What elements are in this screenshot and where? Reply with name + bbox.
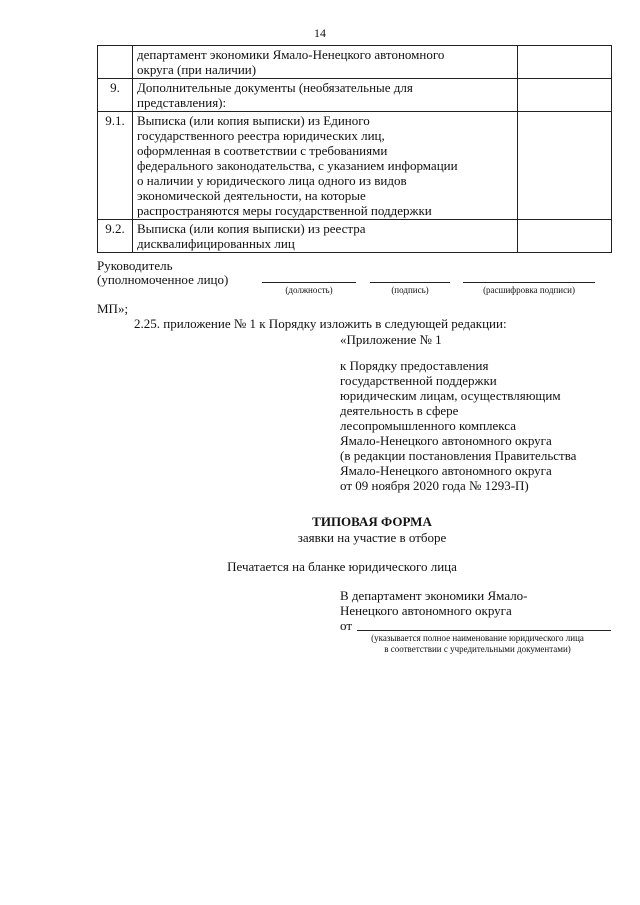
sender-note-line: (указывается полное наименование юридического лица <box>371 633 584 643</box>
table-row <box>98 46 612 79</box>
row-text-line: о наличии у юридического лица одного из видов <box>137 173 407 188</box>
appendix-ref-line: от 09 ноября 2020 года № 1293-П) <box>340 478 529 493</box>
form-title: ТИПОВАЯ ФОРМА <box>312 514 432 529</box>
page-number: 14 <box>314 26 326 40</box>
appendix-ref-line: юридическим лицам, осуществляющим <box>340 388 561 403</box>
form-subtitle: заявки на участие в отборе <box>297 530 447 545</box>
stamp-mark: МП»; <box>97 301 129 316</box>
row-mark-cell <box>518 112 612 220</box>
row-mark-cell <box>518 220 612 253</box>
row-text-line: оформленная в соответствии с требованиями <box>137 143 388 158</box>
documents-table <box>97 45 612 253</box>
appendix-ref-line: лесопромышленного комплекса <box>340 418 517 433</box>
row-text-line: департамент экономики Ямало-Ненецкого автономного <box>137 47 445 62</box>
row-text-line: Выписка (или копия выписки) из Единого <box>137 113 370 128</box>
addressee-line-2: Ненецкого автономного округа <box>340 603 512 618</box>
row-text <box>133 112 518 220</box>
signer-subtitle: (уполномоченное лицо) <box>97 272 229 287</box>
row-text-line: дисквалифицированных лиц <box>137 236 295 251</box>
row-text <box>133 79 518 112</box>
appendix-ref-line: к Порядку предоставления <box>340 358 489 373</box>
table-row <box>98 79 612 112</box>
row-mark-cell <box>518 46 612 79</box>
signer-title: Руководитель <box>97 258 173 273</box>
position-caption: (должность) <box>285 285 333 295</box>
signature-line <box>370 282 450 283</box>
appendix-ref-line: государственной поддержки <box>340 373 497 388</box>
row-text-line: распространяются меры государственной поддержки <box>137 203 432 218</box>
row-text-line: государственного реестра юридических лиц, <box>137 128 385 143</box>
row-text-line: округа (при наличии) <box>137 62 257 77</box>
sender-note-line: в соответствии с учредительными документами) <box>384 644 571 654</box>
sender-note <box>340 633 615 655</box>
table-row <box>98 112 612 220</box>
row-text-line: федерального законодательства, с указанием информации <box>137 158 458 173</box>
signature-caption: (подпись) <box>391 285 429 295</box>
appendix-ref-line: деятельность в сфере <box>340 403 459 418</box>
decoding-caption: (расшифровка подписи) <box>483 285 575 295</box>
row-text-line: Выписка (или копия выписки) из реестра <box>137 221 366 236</box>
row-text <box>133 46 518 79</box>
position-line <box>262 282 356 283</box>
addressee-from: от <box>340 618 353 633</box>
appendix-reference <box>340 358 576 493</box>
row-number: 9.1. <box>98 112 133 220</box>
addressee-line-1: В департамент экономики Ямало- <box>340 588 528 603</box>
row-text <box>133 220 518 253</box>
row-number: 9.2. <box>98 220 133 253</box>
row-text-line: представления): <box>137 95 227 110</box>
appendix-ref-line: Ямало-Ненецкого автономного округа <box>340 463 552 478</box>
row-number <box>98 46 133 79</box>
amendment-text: 2.25. приложение № 1 к Порядку изложить в следующей редакции: <box>134 316 507 331</box>
row-mark-cell <box>518 79 612 112</box>
appendix-ref-line: (в редакции постановления Правительства <box>340 448 577 463</box>
sender-name-line <box>357 630 611 631</box>
appendix-ref-line: Ямало-Ненецкого автономного округа <box>340 433 552 448</box>
letterhead-note: Печатается на бланке юридического лица <box>227 559 457 574</box>
row-number: 9. <box>98 79 133 112</box>
row-text-line: экономической деятельности, на которые <box>137 188 366 203</box>
row-text-line: Дополнительные документы (необязательные для <box>137 80 413 95</box>
appendix-title: «Приложение № 1 <box>340 332 442 347</box>
decoding-line <box>463 282 595 283</box>
table-row <box>98 220 612 253</box>
